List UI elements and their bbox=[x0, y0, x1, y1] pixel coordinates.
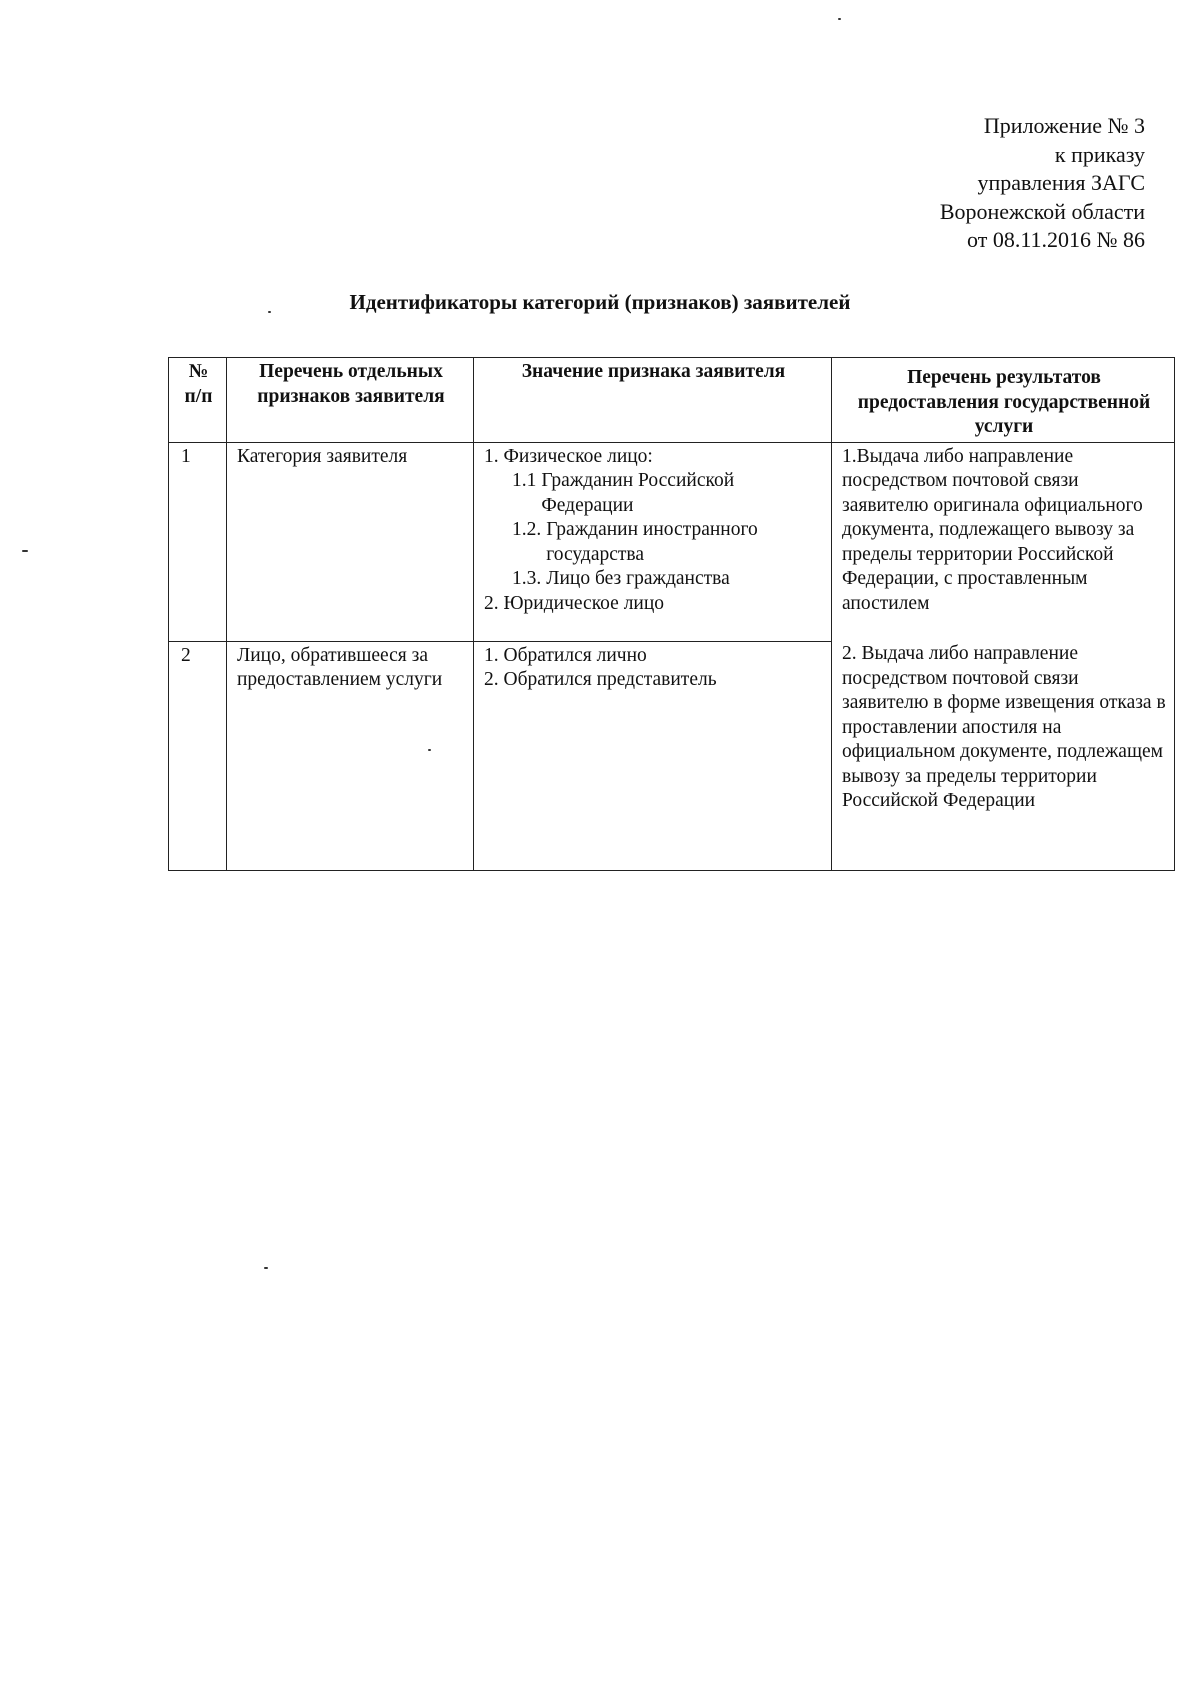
annex-line-region: Воронежской области bbox=[939, 198, 1145, 224]
scan-speck bbox=[268, 311, 271, 313]
scan-speck bbox=[428, 749, 431, 751]
header-value: Значение признака заявителя bbox=[474, 358, 832, 443]
table-header-row bbox=[169, 358, 1175, 443]
row-values bbox=[474, 442, 832, 641]
scan-speck bbox=[838, 18, 841, 20]
value-item: 1. Обратился лично bbox=[484, 644, 647, 666]
subitem-label: 1.1 bbox=[512, 470, 537, 491]
subitem-text: Гражданин иностранного государства bbox=[546, 519, 758, 565]
result-spacer bbox=[842, 616, 1166, 642]
results-cell bbox=[832, 442, 1175, 870]
result-item: 1.Выдача либо направление посредством почтовой связи заявителю оригинала официального документа, подлежащего вывозу за пределы территории Российской Федерации, с проставленным апостилем bbox=[842, 445, 1143, 614]
annex-block bbox=[940, 112, 1145, 255]
scan-speck bbox=[264, 1267, 268, 1269]
header-features: Перечень отдельных признаков заявителя bbox=[227, 358, 474, 443]
annex-line-date: от 08.11.2016 № 86 bbox=[967, 227, 1145, 252]
subitem-text: Лицо без гражданства bbox=[546, 568, 730, 589]
header-number: № п/п bbox=[169, 358, 227, 443]
result-item: 2. Выдача либо направление посредством почтовой связи заявителю в форме извещения отказа в проставлении апостиля на официальном документе, подлежащем вывозу за пределы территории Российской Федерации bbox=[842, 643, 1166, 811]
annex-line-number: Приложение № 3 bbox=[983, 113, 1145, 138]
value-subitem bbox=[484, 567, 823, 592]
row-feature: Лицо, обратившееся за предоставлением услуги bbox=[227, 641, 474, 870]
row-values bbox=[474, 641, 832, 870]
value-subitem bbox=[484, 518, 823, 567]
annex-line-department: управления ЗАГС bbox=[977, 170, 1145, 195]
applicant-identifiers-table bbox=[168, 357, 1175, 871]
value-subitem bbox=[484, 469, 823, 518]
subitem-text: Гражданин Российской Федерации bbox=[541, 470, 735, 516]
row-feature: Категория заявителя bbox=[227, 442, 474, 641]
scan-speck bbox=[22, 550, 28, 552]
value-item: 1. Физическое лицо: bbox=[484, 445, 653, 467]
header-results: Перечень результатов предоставления государственной услуги bbox=[832, 358, 1175, 443]
document-title: Идентификаторы категорий (признаков) заявителей bbox=[349, 290, 851, 314]
value-item: 2. Юридическое лицо bbox=[484, 592, 665, 614]
annex-line-order: к приказу bbox=[1054, 141, 1145, 167]
row-number: 1 bbox=[169, 442, 227, 641]
subitem-label: 1.2. bbox=[512, 519, 542, 540]
subitem-label: 1.3. bbox=[512, 568, 542, 589]
row-number: 2 bbox=[169, 641, 227, 870]
value-item: 2. Обратился представитель bbox=[484, 669, 717, 690]
table-row bbox=[169, 442, 1175, 641]
